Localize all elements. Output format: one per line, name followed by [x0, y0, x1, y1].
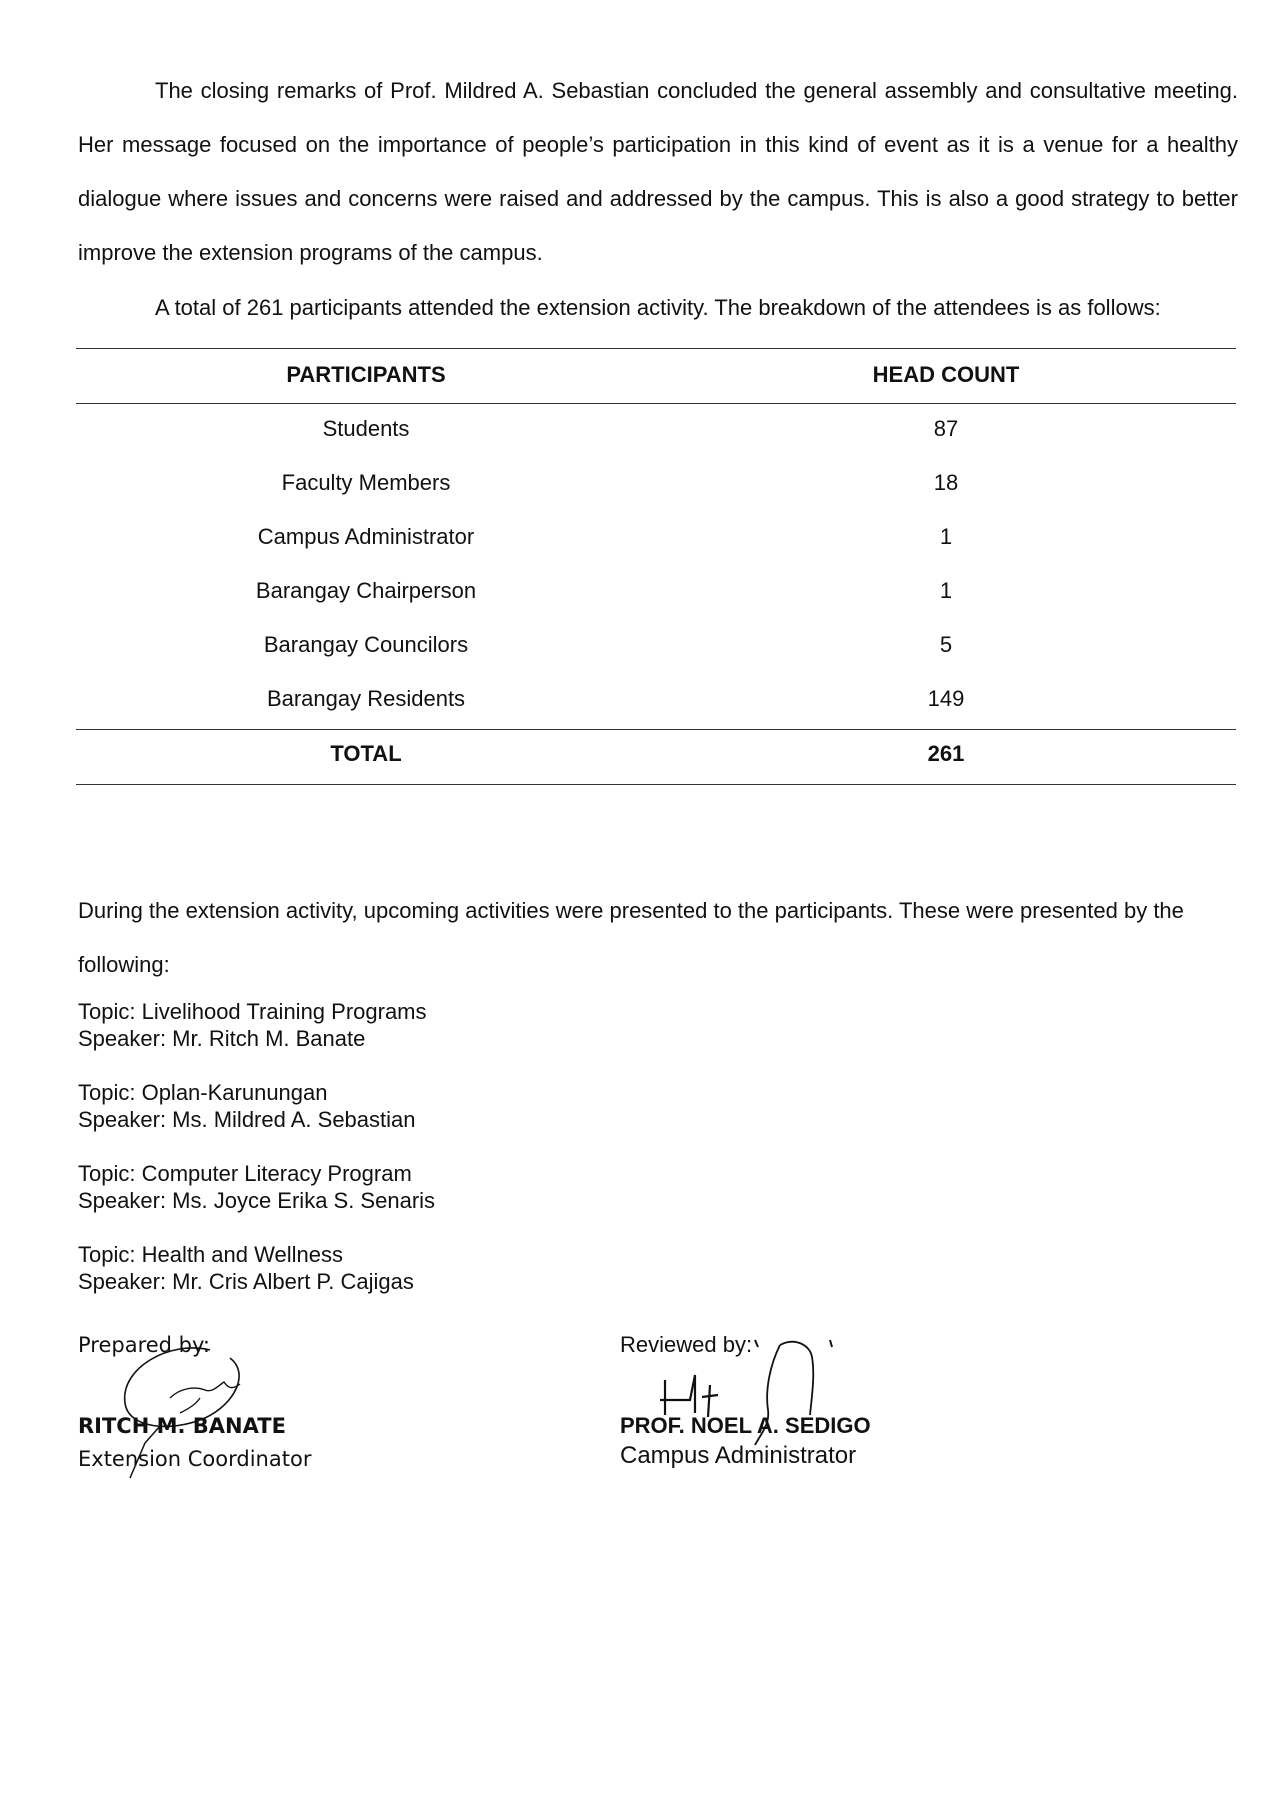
topic-speaker: Speaker: Ms. Mildred A. Sebastian: [78, 1107, 416, 1132]
topic-entry: [78, 1160, 435, 1214]
topic-speaker: Speaker: Mr. Cris Albert P. Cajigas: [78, 1269, 414, 1294]
table-row-count: 1: [939, 524, 953, 549]
prepared-by-label: Prepared by:: [78, 1333, 210, 1357]
closing-remarks-paragraph: The closing remarks of Prof. Mildred A. Sebastian concluded the general assembly and consultative meeting. Her message focused on the importance of people’s participation in this kind of event as it is a venue for a healthy dialogue where issues and concerns were raised and addressed by the campus. This is also a good strategy to better improve the extension programs of the campus.: [78, 78, 1238, 265]
table-header-rule: [76, 403, 1236, 404]
header-head-count: HEAD COUNT: [872, 362, 1020, 387]
total-label: TOTAL: [330, 741, 402, 766]
topic-entry: [78, 1241, 414, 1295]
table-row-count: 87: [933, 416, 959, 441]
table-total-rule: [76, 729, 1236, 730]
reviewed-by-signature: [650, 1335, 850, 1455]
table-row-participant: Barangay Chairperson: [255, 578, 477, 603]
table-row-count: 5: [939, 632, 953, 657]
table-row-count: 18: [933, 470, 959, 495]
table-row-count: 149: [927, 686, 965, 711]
reviewed-by-title: Campus Administrator: [620, 1442, 857, 1469]
table-top-rule: [76, 348, 1236, 349]
topic-speaker: Speaker: Ms. Joyce Erika S. Senaris: [78, 1188, 436, 1213]
header-participants: PARTICIPANTS: [286, 362, 446, 387]
participants-total-paragraph: A total of 261 participants attended the extension activity. The breakdown of the attendees is as follows:: [155, 295, 1161, 320]
table-bottom-rule: [76, 784, 1236, 785]
topic-speaker: Speaker: Mr. Ritch M. Banate: [78, 1026, 366, 1051]
table-row-participant: Barangay Residents: [266, 686, 466, 711]
total-count: 261: [927, 741, 965, 766]
table-row-count: 1: [939, 578, 953, 603]
table-row-participant: Barangay Councilors: [263, 632, 469, 657]
activities-paragraph: During the extension activity, upcoming activities were presented to the participants. These were presented by the following:: [78, 898, 1184, 977]
reviewed-by-name: PROF. NOEL A. SEDIGO: [620, 1413, 871, 1438]
prepared-by-title: Extension Coordinator: [78, 1447, 312, 1471]
topic-title: Topic: Computer Literacy Program: [78, 1161, 412, 1186]
prepared-by-signature: [100, 1338, 260, 1488]
topic-title: Topic: Health and Wellness: [78, 1242, 343, 1267]
table-row-participant: Campus Administrator: [257, 524, 475, 549]
reviewed-by-label: Reviewed by:: [620, 1332, 753, 1357]
table-row-participant: Students: [322, 416, 410, 441]
topic-entry: [78, 1079, 416, 1133]
table-row-participant: Faculty Members: [281, 470, 451, 495]
topic-entry: [78, 998, 427, 1052]
topic-title: Topic: Livelihood Training Programs: [78, 999, 427, 1024]
prepared-by-name: RITCH M. BANATE: [78, 1414, 286, 1438]
topic-title: Topic: Oplan-Karunungan: [78, 1080, 328, 1105]
